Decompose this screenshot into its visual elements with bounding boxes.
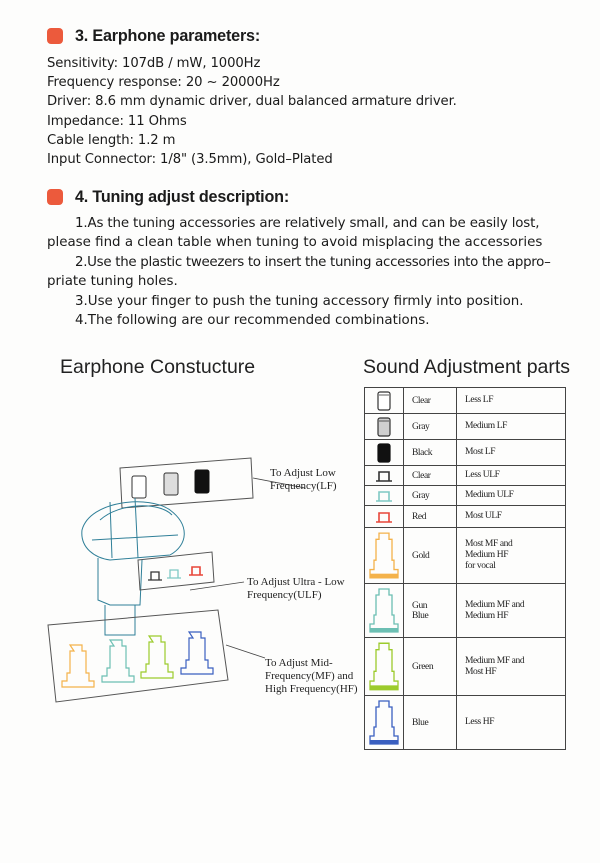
lf-label: To Adjust Low Frequency(LF) (270, 467, 337, 492)
lf-filter-icon (365, 440, 404, 466)
color-name-text: Green (412, 661, 434, 672)
ulf-filter-icon (365, 486, 404, 506)
tuning-description (47, 214, 562, 330)
mf-hf-nozzle-box (48, 610, 228, 702)
section-3-heading (47, 26, 270, 46)
color-name-text: Clear (412, 470, 431, 481)
effect-text: Most LF (465, 447, 496, 457)
effect-text: Medium HF (465, 610, 509, 621)
param-impedance: Impedance: 11 Ohms (47, 113, 187, 129)
color-name-text: Blue (412, 610, 429, 621)
ulf-filter-icon (365, 466, 404, 486)
color-name (404, 466, 457, 486)
color-name (404, 440, 457, 466)
tuning-line: 1.As the tuning accessories are relatively small, and can be easily lost, (75, 216, 540, 231)
table-row (365, 466, 566, 486)
table-row (365, 414, 566, 440)
effect-description (457, 584, 566, 638)
effect-text: for vocal (465, 561, 496, 571)
color-name (404, 486, 457, 506)
effect-description (457, 696, 566, 750)
table-row (365, 584, 566, 638)
nozzle-icon (365, 584, 404, 638)
parts-title: Sound Adjustment parts (363, 356, 571, 378)
effect-text: Medium LF (465, 421, 508, 431)
table-row (365, 388, 566, 414)
color-name-text: Blue (412, 717, 429, 728)
color-name-text: Gold (412, 550, 430, 561)
color-name-text: Clear (412, 395, 431, 406)
effect-text: Medium ULF (465, 490, 514, 500)
lf-filter-box (120, 458, 253, 508)
color-name (404, 414, 457, 440)
ulf-label: To Adjust Ultra - Low Frequency(ULF) (247, 576, 345, 601)
tuning-line: 4.The following are our recommended combinations. (75, 313, 430, 329)
section-title: 3. Earphone parameters: (75, 26, 261, 45)
effect-text: Medium HF (465, 550, 509, 560)
mf-hf-label: To Adjust Mid- Frequency(MF) and High Frequency(HF) (265, 657, 358, 695)
nozzle-icon (365, 696, 404, 750)
param-sensitivity: Sensitivity: 107dB / mW, 1000Hz (47, 56, 261, 71)
table-row (365, 638, 566, 696)
nozzle-icon (365, 638, 404, 696)
color-name-text: Gray (412, 490, 430, 501)
sound-adjustment-table (364, 387, 566, 750)
effect-description (457, 528, 566, 584)
color-name (404, 528, 457, 584)
ulf-pointer (190, 582, 244, 590)
tuning-line: 3.Use your finger to push the tuning accessory firmly into position. (75, 293, 524, 309)
effect-text: Most HF (465, 666, 497, 677)
section-title: 4. Tuning adjust description: (75, 187, 290, 206)
effect-description (457, 440, 566, 466)
param-connector: Input Connector: 1/8" (3.5mm), Gold–Plated (47, 152, 333, 168)
color-name-text: Black (412, 447, 433, 458)
color-name (404, 506, 457, 528)
table-row (365, 696, 566, 750)
table-row (365, 528, 566, 584)
effect-description (457, 388, 566, 414)
lf-filter-icon (365, 388, 404, 414)
mf-pointer (226, 645, 265, 658)
effect-description (457, 466, 566, 486)
color-name (404, 584, 457, 638)
ulf-filter-icon (365, 506, 404, 528)
effect-description (457, 486, 566, 506)
color-name-text: Gun (412, 600, 428, 611)
ulf-filter-box (138, 552, 214, 590)
earphone-parameters (47, 54, 457, 169)
effect-text: Medium MF and (465, 599, 525, 610)
color-name (404, 388, 457, 414)
effect-description (457, 414, 566, 440)
lf-filter-icon (365, 414, 404, 440)
tuning-line: priate tuning holes. (47, 274, 178, 290)
effect-description (457, 638, 566, 696)
bullet-icon (47, 189, 63, 205)
effect-text: Medium MF and (465, 655, 525, 666)
effect-description (457, 506, 566, 528)
color-name (404, 638, 457, 696)
construction-title: Earphone Constucture (60, 356, 256, 378)
tuning-line: 2.Use the plastic tweezers to insert the tuning accessories into the appro– (75, 254, 551, 270)
color-name-text: Gray (412, 421, 430, 432)
section-4-heading (47, 187, 300, 207)
table-row (365, 440, 566, 466)
param-cable: Cable length: 1.2 m (47, 132, 176, 148)
effect-text: Most MF and (465, 539, 513, 549)
table-row (365, 506, 566, 528)
effect-text: Less LF (465, 395, 494, 405)
bullet-icon (47, 28, 63, 44)
effect-text: Most ULF (465, 511, 502, 521)
param-driver: Driver: 8.6 mm dynamic driver, dual balanced armature driver. (47, 94, 457, 110)
color-name-text: Red (412, 511, 427, 522)
nozzle-icon (365, 528, 404, 584)
effect-text: Less HF (465, 717, 495, 727)
effect-text: Less ULF (465, 470, 500, 480)
color-name (404, 696, 457, 750)
param-frequency: Frequency response: 20 ~ 20000Hz (47, 75, 280, 91)
tuning-line: please find a clean table when tuning to avoid misplacing the accessories (47, 235, 543, 251)
table-row (365, 486, 566, 506)
